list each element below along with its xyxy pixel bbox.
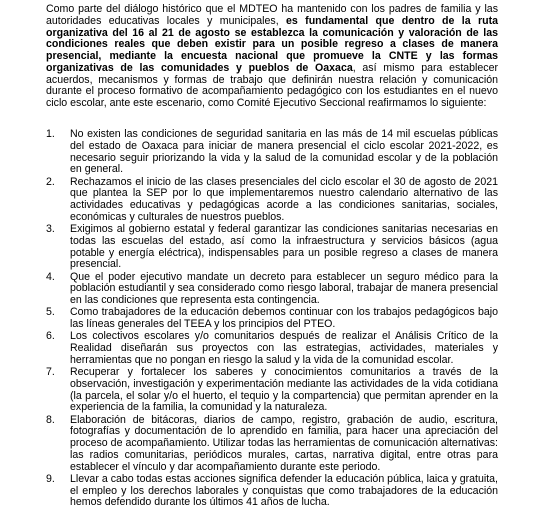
list-item [46, 331, 498, 366]
list-item [46, 272, 498, 307]
item-number: 6. [46, 330, 55, 343]
item-text: Rechazamos el inicio de las clases presenciales del ciclo escolar el 30 de agosto de 2021 que plantea la SEP por lo que implementaremos nuestro calendario alternativo de las actividades educativas y pedagógicas acorde a las condiciones sanitarias, sociales, económicas y culturales de nuestros pueblos. [70, 175, 498, 223]
intro-paragraph [46, 4, 498, 110]
demands-list [46, 129, 498, 510]
list-item [46, 474, 498, 509]
item-number: 9. [46, 472, 55, 485]
item-text: Que el poder ejecutivo mandate un decreto para establecer un seguro médico para la población estudiantil y sea considerado como riesgo laboral, trabajar de manera presencial en las condiciones que representa esta contingencia. [70, 270, 498, 306]
list-item [46, 177, 498, 224]
item-text: Exigimos al gobierno estatal y federal garantizar las condiciones sanitarias necesarias en todas las escuelas del estado, así como la infraestructura y servicios básicos (agua potable y energía eléctrica), indispensables para un posible regreso a clases de manera presencial. [70, 223, 498, 271]
item-number: 4. [46, 270, 55, 283]
item-text: Como trabajadores de la educación debemos continuar con los trabajos pedagógicos bajo las líneas generales del TEEA y los principios del PTEO. [70, 306, 498, 330]
list-item [46, 224, 498, 271]
item-text: Los colectivos escolares y/o comunitarios después de realizar el Análisis Crítico de la Realidad diseñarán sus proyectos con las estrategias, actividades, materiales y herramientas que no pongan en riesgo la salud y la vida de la comunidad escolar. [70, 330, 498, 366]
intro-text-2: , así mismo para establecer acuerdos, mecanismos y formas de trabajo que definirán nuestra relación y comunicación durante el proceso formativo de acompañamiento pedagógico con los estudiantes en el nuevo ciclo escolar, ante este escenario, como Comité Ejecutivo Seccional reafirmamos lo siguiente: [46, 61, 499, 109]
list-item [46, 307, 498, 331]
item-number: 2. [46, 175, 55, 188]
item-text: No existen las condiciones de seguridad sanitaria en las más de 14 mil escuelas públicas del estado de Oaxaca para iniciar de manera presencial el ciclo escolar 2021-2022, es necesario seguir priorizando la vida y la salud de la comunidad escolar y de la población en general. [70, 128, 498, 176]
intro-text-1: Como parte del diálogo histórico que el MDTEO ha mantenido con los padres de familia y las autoridades educativas locales y municipales, [46, 3, 498, 27]
item-text: Elaboración de bitácoras, diarios de campo, registro, grabación de audio, escritura, fotografías y documentación de lo aprendido en familia, para hacer una apreciación del proceso de acompañamiento. Utilizar todas las herramientas de comunicación alternativas: las radios comunitarias, periódicos murales, cartas, narrativa digital, entre otras para establecer el vínculo y dar acompañamiento durante este periodo. [70, 413, 498, 473]
item-number: 1. [46, 128, 55, 140]
list-item [46, 367, 498, 414]
intro-bold-text: es fundamental que dentro de la ruta organizativa del 16 al 21 de agosto se establezca la comunicación y valoración de las condiciones reales que deben existir para un posible regreso a clases de manera presencial, mediante la encuesta nacional que promueve la CNTE y las formas organizativas de las comunidades y pueblos de Oaxaca [46, 14, 498, 74]
item-number: 5. [46, 306, 55, 319]
item-number: 3. [46, 223, 55, 235]
item-number: 7. [46, 366, 55, 378]
list-item [46, 415, 498, 474]
list-item [46, 129, 498, 176]
item-text: Llevar a cabo todas estas acciones significa defender la educación pública, laica y gratuita, el empleo y los derechos laborales y conquistas que como trabajadores de la educación hemos defendido durante los últimos 41 años de lucha. [70, 472, 498, 509]
item-text: Recuperar y fortalecer los saberes y conocimientos comunitarios a través de la observación, investigación y experimentación mediante las actividades de la vida cotidiana (la parcela, el solar y/o el huerto, el tequio y la compartencia) que permitan aprender en la experiencia de la familia, la comunidad y la naturaleza. [70, 366, 498, 414]
item-number: 8. [46, 413, 55, 426]
